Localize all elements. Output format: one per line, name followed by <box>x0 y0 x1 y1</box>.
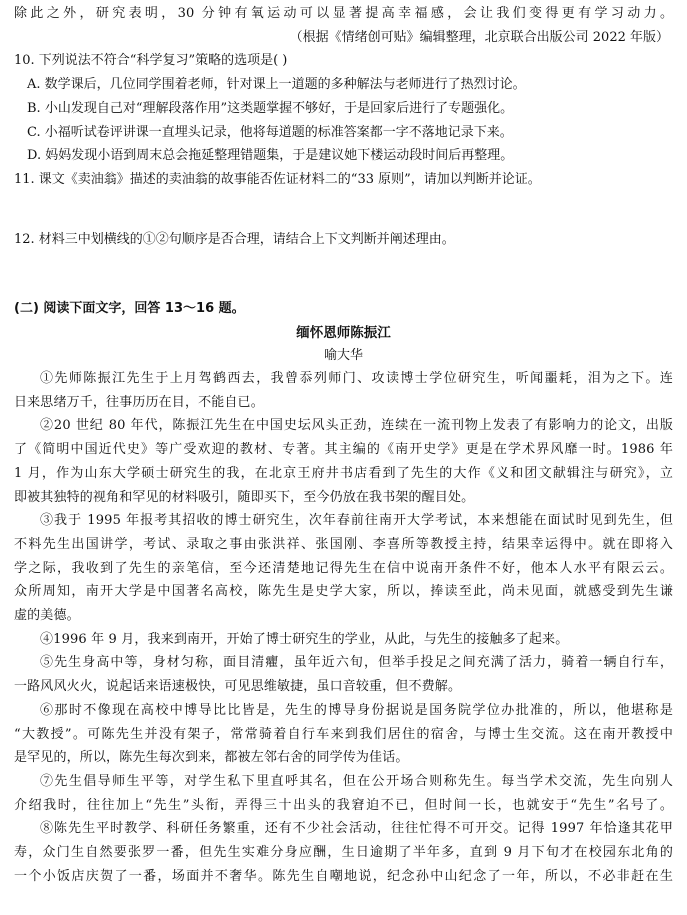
question-10-option-a: A. 数学课后，几位同学围着老师，针对课上一道题的多种解法与老师进行了热烈讨论。 <box>27 77 526 93</box>
article-title: 缅怀恩师陈振江 <box>296 325 391 342</box>
article-author: 喻大华 <box>323 348 363 364</box>
article-line: ⑧陈先生平时教学、科研任务繁重，还有不少社会活动，往往忙得不可开交。记得 1997 年恰逢其花甲 <box>40 821 673 837</box>
article-line: 1 月，作为山东大学硕士研究生的我，在北京王府井书店看到了先生的大作《义和团文献辑注与研究》，立 <box>14 465 673 481</box>
question-10-option-c: C. 小福听试卷评讲课一直埋头记录，他将每道题的标准答案都一字不落地记录下来。 <box>27 124 513 140</box>
article-line: ①先师陈振江先生于上月驾鹤西去，我曾忝列师门、攻读博士学位研究生，听闻噩耗，泪为之下。连 <box>40 371 673 387</box>
article-line: 即被其独特的视角和罕见的材料吸引，随即买下，至今仍放在我书架的醒目处。 <box>14 489 475 505</box>
question-10-option-b: B. 小山发现自己对“理解段落作用”这类题掌握不够好，于是回家后进行了专题强化。 <box>27 100 514 116</box>
question-10-option-d: D. 妈妈发现小语到周末总会拖延整理错题集，于是建议她下楼运动段时间后再整理。 <box>27 148 514 164</box>
article-line: ⑦先生倡导师生平等，对学生私下里直呼其名，但在公开场合则称先生。每当学术交流，先生向别人 <box>40 773 673 789</box>
article-line: ③我于 1995 年报考其招收的博士研究生，次年春前往南开大学考试，本来想能在面试时见到先生，但 <box>40 513 673 529</box>
question-10-stem: 10. 下列说法不符合“科学复习”策略的选项是( ) <box>14 53 288 69</box>
article-line: 虚的美德。 <box>14 608 80 624</box>
article-line: “大教授”。可陈先生并没有架子，常常骑着自行车来到我们居住的宿舍，与博士生交流。这在南开教授中 <box>14 726 673 742</box>
top-line: 除此之外，研究表明，30 分钟有氧运动可以显著提高幸福感，会让我们变得更有学习动力。 <box>14 6 673 21</box>
article-line: 介绍我时，往往加上“先生”头衔，弄得三十出头的我窘迫不已，但时间一长，也就安于“先生”名号了。 <box>14 797 673 813</box>
article-line: 寿，众门生自然要张罗一番，但先生实难分身应酬，生日逾期了半年多，直到 9 月下旬才在校园东北角的 <box>14 845 673 861</box>
article-line: ⑥那时不像现在高校中博导比比皆是，先生的博导身份据说是国务院学位办批准的，所以，他堪称是 <box>40 702 673 718</box>
answer-space-11 <box>14 192 673 228</box>
article-line: ⑤先生身高中等，身材匀称，面目清癯，虽年近六旬，但举手投足之间充满了活力，骑着一辆自行车， <box>40 655 673 671</box>
source-citation: （根据《情绪创可贴》编辑整理，北京联合出版公司 2022 年版） <box>289 29 669 45</box>
article-body <box>14 367 673 888</box>
question-12: 12. 材料三中划横线的①②句顺序是否合理，请结合上下文判断并阐述理由。 <box>14 231 455 247</box>
answer-space-12 <box>14 251 673 295</box>
section-2-heading: (二) 阅读下面文字，回答 13～16 题。 <box>14 301 245 317</box>
article-line: 众所周知，南开大学是中国著名高校，陈先生是史学大家，所以，捧读至此，尚未见面，就感受到先生谦 <box>14 584 673 600</box>
article-line: 日来思绪万千，往事历历在目，不能自已。 <box>14 394 264 410</box>
article-line: 是罕见的，所以，陈先生每次到来，都被左邻右舍的同学传为佳话。 <box>14 750 409 766</box>
article-line: 一个小饭店庆贺了一番，场面并不奢华。陈先生自嘲地说，纪念孙中山纪念了一年，所以，不必非赶在生 <box>14 868 673 884</box>
article-line: ④1996 年 9 月，我来到南开，开始了博士研究生的学业，从此，与先生的接触多了起来。 <box>40 631 569 647</box>
article-line: 一路风风火火，说起话来语速极快，可见思维敏捷，虽口音较重，但不费解。 <box>14 679 462 695</box>
article-line: 学之际，我收到了先生的亲笔信，至今还清楚地记得先生在信中说南开条件不好，他本人水平有限云云。 <box>14 560 673 576</box>
question-11: 11. 课文《卖油翁》描述的卖油翁的故事能否佐证材料二的“33 原则”，请加以判断并论证。 <box>14 171 541 187</box>
article-line: ②20 世纪 80 年代，陈振江先生在中国史坛风头正劲，连续在一流刊物上发表了有影响力的论文，出版 <box>40 418 673 434</box>
article-line: 了《简明中国近代史》等广受欢迎的教材、专著。其主编的《南开史学》更是在学术界风靡一时。1986 年 <box>14 442 673 458</box>
article-line: 不料先生出国讲学，考试、录取之事由张洪祥、张国刚、李喜所等教授主持，结果幸运得中。就在即将入 <box>14 536 673 552</box>
